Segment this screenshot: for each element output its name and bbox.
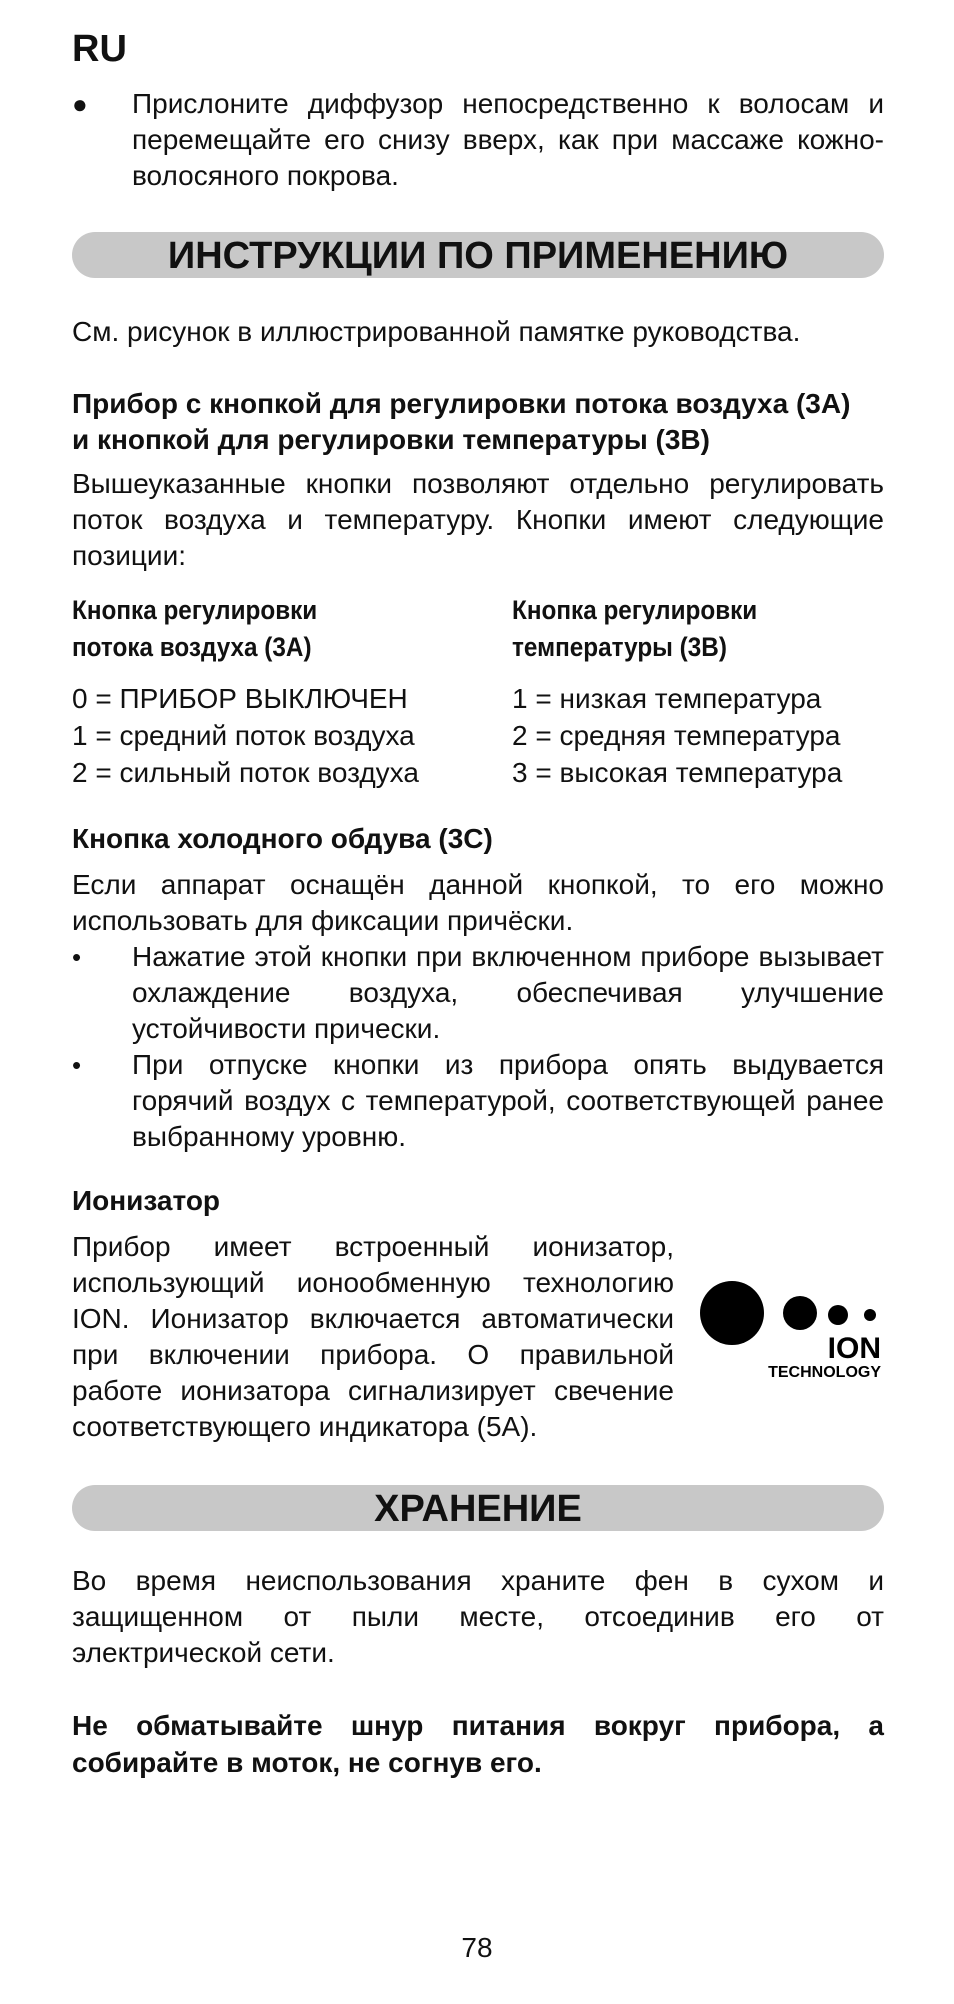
see-figure-text: См. рисунок в иллюстрированной памятке руководства. <box>72 316 801 347</box>
temp-column-header-line1: Кнопка регулировки <box>512 595 758 625</box>
temp-column-header-line2: температуры (3В) <box>512 632 727 662</box>
ion-technology-logo <box>674 1229 884 1379</box>
intro-bullet-text: Прислоните диффузор непосредственно к волосам и перемещайте его снизу вверх, как при массаже кожно-волосяного покрова. <box>132 88 884 191</box>
section-title-storage: ХРАНЕНИЕ <box>72 1485 884 1531</box>
buttons-subtitle-line2: и кнопкой для регулировки температуры (3В) <box>72 424 710 455</box>
ion-logo-word: ION <box>827 1332 881 1365</box>
ion-logo-graphic <box>698 1279 884 1379</box>
button-positions-table <box>72 592 884 791</box>
air-position-item: 1 = средний поток воздуха <box>72 720 415 751</box>
cold-shot-description: Если аппарат оснащён данной кнопкой, то его можно использовать для фиксации причёски. <box>72 869 884 936</box>
air-column-header-line2: потока воздуха (3А) <box>72 632 312 662</box>
air-flow-column <box>72 592 512 791</box>
bullet-icon: • <box>72 942 82 972</box>
ion-logo-dot-large <box>700 1281 764 1345</box>
temp-position-item: 3 = высокая температура <box>512 757 843 788</box>
cold-shot-bullet-text: Нажатие этой кнопки при включенном приборе вызывает охлаждение воздуха, обеспечивая улучшение устойчивости прически. <box>132 941 884 1044</box>
storage-description: Во время неиспользования храните фен в сухом и защищенном от пыли месте, отсоединив его от электрической сети. <box>72 1565 884 1668</box>
section-title-instructions: ИНСТРУКЦИИ ПО ПРИМЕНЕНИЮ <box>72 232 884 278</box>
ionizer-title: Ионизатор <box>72 1185 221 1216</box>
air-column-header-line1: Кнопка регулировки <box>72 595 318 625</box>
cold-shot-title: Кнопка холодного обдува (3С) <box>72 823 493 854</box>
bullet-icon: • <box>72 1050 82 1080</box>
cold-shot-bullet-text: При отпуске кнопки из прибора опять выдувается горячий воздух с температурой, соответствующей ранее выбранному уровню. <box>132 1049 884 1152</box>
ion-logo-dot-tiny <box>864 1309 876 1321</box>
manual-page <box>72 26 884 1781</box>
intro-bullet <box>72 86 884 194</box>
ionizer-block <box>72 1229 884 1445</box>
language-code: RU <box>72 28 127 70</box>
temperature-column <box>512 592 884 791</box>
ion-logo-dot-medium <box>783 1296 817 1330</box>
bullet-icon: ● <box>72 89 88 119</box>
page-number: 78 <box>461 1932 493 1963</box>
cold-shot-bullet <box>72 1047 884 1155</box>
air-position-item: 2 = сильный поток воздуха <box>72 757 419 788</box>
temp-position-item: 1 = низкая температура <box>512 683 822 714</box>
ionizer-description: Прибор имеет встроенный ионизатор, использующий ионообменную технологию ION. Ионизатор включается автоматически при включении прибора. О правильной работе ионизатора сигнализирует свечение соответствующего индикатора (5А). <box>72 1231 674 1442</box>
air-position-item: 0 = ПРИБОР ВЫКЛЮЧЕН <box>72 683 408 714</box>
cord-warning: Не обматывайте шнур питания вокруг прибора, а собирайте в моток, не согнув его. <box>72 1710 884 1778</box>
ion-logo-dot-small <box>828 1305 848 1325</box>
ion-logo-tagline: TECHNOLOGY <box>768 1364 881 1379</box>
cold-shot-bullet <box>72 939 884 1047</box>
temp-position-item: 2 = средняя температура <box>512 720 841 751</box>
buttons-subtitle-line1: Прибор с кнопкой для регулировки потока воздуха (3А) <box>72 388 851 419</box>
buttons-description: Вышеуказанные кнопки позволяют отдельно регулировать поток воздуха и температуру. Кнопки имеют следующие позиции: <box>72 468 884 571</box>
